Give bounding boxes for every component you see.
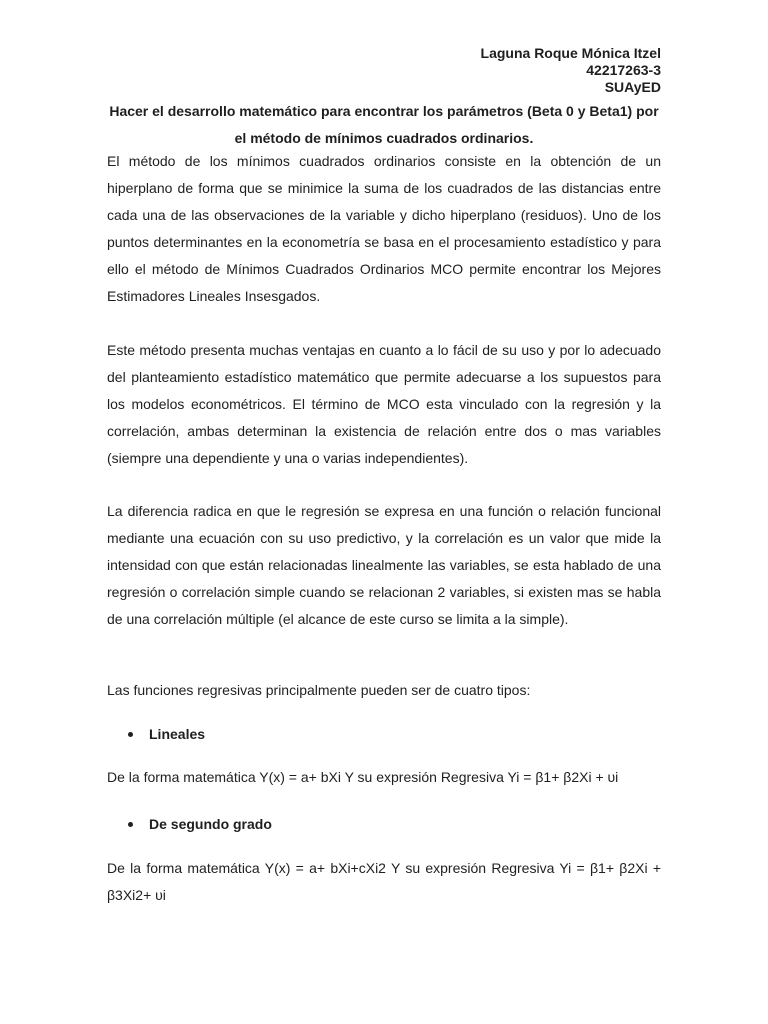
document-title: Hacer el desarrollo matemático para encontrar los parámetros (Beta 0 y Beta1) por el método de mínimos cuadrados ordinarios. (109, 103, 659, 146)
paragraph-mco-definition: El método de los mínimos cuadrados ordinarios consiste en la obtención de un hiperplano de forma que se minimice la suma de los cuadrados de las distancias entre cada una de las observaciones de la variable y dicho hiperplano (residuos). Uno de los puntos determinantes en la econometría se basa en el procesamiento estadístico y para ello el método de Mínimos Cuadrados Ordinarios MCO permite encontrar los Mejores Estimadores Lineales Insesgados. (107, 153, 661, 304)
bullet-label: De segundo grado (149, 816, 272, 832)
author-name: Laguna Roque Mónica Itzel (480, 45, 661, 61)
bullet-lineales (128, 724, 205, 744)
bullet-label: Lineales (149, 726, 206, 742)
paragraph-linear-form: De la forma matemática Y(x) = a+ bXi Y su expresión Regresiva Yi = β1+ β2Xi + υi (107, 769, 619, 785)
paragraph-regression-correlation: La diferencia radica en que le regresión se expresa en una función o relación funcional mediante una ecuación con su uso predictivo, y la correlación es un valor que mide la intensidad con que están relacionadas linealmente las variables, se esta hablado de una regresión o correlación simple cuando se relacionan 2 variables, si existen mas se habla de una correlación múltiple (el alcance de este curso se limita a la simple). (107, 503, 661, 627)
paragraph-mco-advantages: Este método presenta muchas ventajas en cuanto a lo fácil de su uso y por lo adecuado del planteamiento estadístico matemático que permite adecuarse a los supuestos para los modelos econométricos. El término de MCO esta vinculado con la regresión y la correlación, ambas determinan la existencia de relación entre dos o mas variables (siempre una dependiente y una o varias independientes). (107, 342, 661, 466)
bullet-segundo-grado (128, 814, 272, 834)
bullet-dot-icon (128, 732, 133, 737)
paragraph-quadratic-form: De la forma matemática Y(x) = a+ bXi+cXi2 Y su expresión Regresiva Yi = β1+ β2Xi + β3Xi2+ υi (107, 860, 661, 903)
bullet-dot-icon (128, 822, 133, 827)
program-name: SUAyED (604, 79, 661, 95)
paragraph-function-types: Las funciones regresivas principalmente pueden ser de cuatro tipos: (107, 682, 531, 698)
author-header (481, 45, 661, 96)
student-id: 42217263-3 (586, 62, 661, 78)
